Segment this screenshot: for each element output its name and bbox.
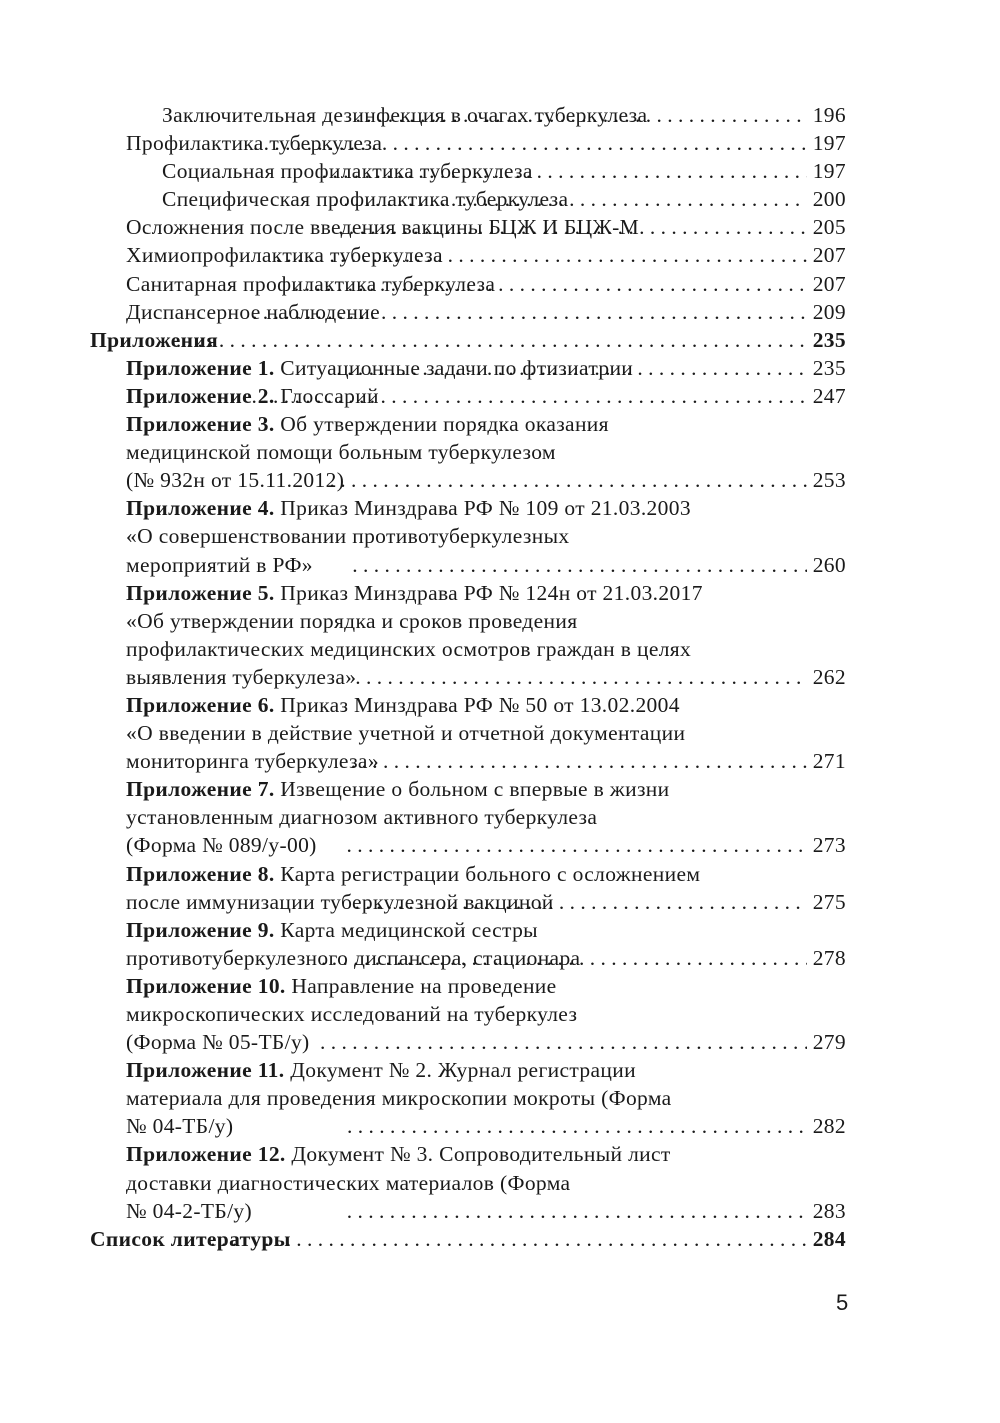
- toc-entry: [90, 410, 846, 494]
- toc-entry-line: [126, 663, 357, 691]
- toc-entry-title: [126, 382, 379, 410]
- toc-entry-page: 253: [812, 468, 846, 493]
- toc-entry-title: [126, 579, 703, 691]
- toc-entry-page: 200: [812, 187, 846, 212]
- toc-entry-line: [126, 410, 609, 438]
- toc-entry-page: 235: [812, 327, 846, 352]
- dot-leader: [338, 213, 807, 241]
- toc-entry-line: [126, 831, 342, 859]
- dot-leader: [352, 551, 807, 579]
- toc-entry-title: [126, 972, 578, 1056]
- toc-entry-text: Химиопрофилактика туберкулеза: [126, 243, 443, 268]
- toc-entry-title: [126, 1140, 671, 1224]
- toc-entry-page: 283: [812, 1198, 846, 1223]
- toc-entry-line: [90, 326, 219, 354]
- toc-entry: [90, 1225, 846, 1253]
- toc-entry-line: [126, 860, 701, 888]
- dot-leader: [320, 1028, 807, 1056]
- toc-entry-line: [126, 775, 670, 803]
- toc-entry-title: [126, 241, 443, 269]
- toc-entry-line: [126, 635, 692, 663]
- dot-leader: [165, 326, 807, 354]
- toc-entry-page: 279: [812, 1030, 846, 1055]
- toc-entry-label: Приложение 5.: [126, 580, 275, 605]
- toc-entry-text: «О введении в действие учетной и отчетной документации: [126, 721, 686, 746]
- toc-entry-line: [126, 129, 383, 157]
- toc-entry: [90, 326, 846, 354]
- toc-entry: [90, 775, 846, 859]
- toc-entry-text: Документ № 3. Сопроводительный лист: [285, 1142, 671, 1167]
- dot-leader: [253, 129, 807, 157]
- toc-entry: [90, 241, 846, 269]
- toc-entry-text: «Об утверждении порядка и сроков проведения: [126, 608, 578, 633]
- toc-entry-text: Документ № 2. Журнал регистрации: [284, 1058, 636, 1083]
- toc-entry-title: [126, 410, 609, 494]
- toc-entry-page: 247: [812, 383, 846, 408]
- toc-entry-line: [126, 579, 703, 607]
- toc-entry-title: [162, 157, 533, 185]
- toc-entry-text: Специфическая профилактика туберкулеза: [162, 187, 569, 212]
- toc-entry-line: [126, 1140, 671, 1168]
- toc-entry-line: [126, 494, 691, 522]
- toc-entry-label: Приложение 9.: [126, 917, 275, 942]
- toc-entry-title: [126, 270, 496, 298]
- toc-entry-page: 284: [812, 1226, 846, 1251]
- toc-entry-line: [126, 438, 556, 466]
- toc-entry: [90, 101, 846, 129]
- toc-entry-line: [126, 354, 634, 382]
- toc-entry-title: [126, 354, 634, 382]
- toc-entry-label: Приложение 10.: [126, 973, 286, 998]
- toc-entry-text: материала для проведения микроскопии мокроты (Форма: [126, 1086, 672, 1111]
- toc-entry-text: мониторинга туберкулеза»: [126, 749, 379, 774]
- toc-entry-title: [126, 860, 701, 916]
- toc-entry-line: [126, 607, 578, 635]
- toc-entry-line: [126, 1112, 343, 1140]
- toc-entry-page: 275: [812, 889, 846, 914]
- toc-entry-line: [126, 888, 554, 916]
- toc-entry-line: [162, 185, 569, 213]
- toc-entry-text: Направление на проведение: [285, 973, 557, 998]
- dot-leader: [321, 944, 807, 972]
- dot-leader: [351, 747, 807, 775]
- toc-entry-title: [126, 775, 670, 859]
- toc-entry-page: 273: [812, 833, 846, 858]
- toc-entry-line: [126, 241, 443, 269]
- toc-entry: [90, 691, 846, 775]
- toc-entry-text: после иммунизации туберкулезной вакциной: [126, 889, 554, 914]
- toc-entry: [90, 129, 846, 157]
- toc-entry-label: Приложение 1.: [126, 355, 275, 380]
- toc-entry: [90, 157, 846, 185]
- toc-entry-line: [126, 1056, 636, 1084]
- toc-entry-line: [126, 298, 381, 326]
- toc-entry-text: Об утверждении порядка оказания: [274, 412, 609, 437]
- toc-entry-page: 262: [812, 664, 846, 689]
- dot-leader: [333, 185, 807, 213]
- toc-entry-text: Профилактика туберкулеза: [126, 131, 383, 156]
- dot-leader: [294, 270, 807, 298]
- toc-entry-line: [126, 1028, 316, 1056]
- toc-entry-text: Карта регистрации больного с осложнением: [274, 861, 701, 886]
- toc-entry-label: Приложение 6.: [126, 692, 275, 717]
- dot-leader: [276, 241, 807, 269]
- toc-entry-title: [162, 185, 569, 213]
- toc-entry: [90, 494, 846, 578]
- toc-entry-page: 205: [812, 215, 846, 240]
- toc-entry-text: № 04-2-ТБ/у): [126, 1198, 253, 1223]
- toc-entry-line: [126, 270, 496, 298]
- toc-entry-text: медицинской помощи больным туберкулезом: [126, 440, 556, 465]
- toc-entry-label: Приложение 3.: [126, 412, 275, 437]
- toc-entry-page: 282: [812, 1114, 846, 1139]
- toc-entry-title: [126, 213, 640, 241]
- dot-leader: [347, 1197, 807, 1225]
- toc-entry: [90, 354, 846, 382]
- toc-entry-text: доставки диагностических материалов (Форма: [126, 1170, 571, 1195]
- toc-entry-line: [126, 522, 570, 550]
- dot-leader: [347, 1112, 807, 1140]
- toc-entry-line: [162, 101, 648, 129]
- toc-entry-line: [126, 1000, 578, 1028]
- toc-entry-title: [126, 1056, 672, 1140]
- table-of-contents: [90, 101, 846, 1253]
- toc-entry: [90, 972, 846, 1056]
- toc-entry-text: мероприятий в РФ»: [126, 552, 313, 577]
- toc-entry-text: Ситуационные задачи по фтизиатрии: [274, 355, 634, 380]
- toc-entry-title: [162, 101, 648, 129]
- toc-entry-line: [126, 1084, 672, 1112]
- toc-entry-label: Приложение 7.: [126, 777, 275, 802]
- toc-entry-page: 196: [812, 103, 846, 127]
- toc-entry-page: 278: [812, 945, 846, 970]
- toc-entry-page: 271: [812, 749, 846, 774]
- dot-leader: [329, 466, 806, 494]
- toc-entry-line: [126, 719, 686, 747]
- toc-entry-line: [162, 157, 533, 185]
- toc-entry-title: [126, 298, 381, 326]
- toc-entry-text: установленным диагнозом активного туберкулеза: [126, 805, 598, 830]
- toc-entry-page: 260: [812, 552, 846, 577]
- dot-leader: [252, 382, 807, 410]
- toc-entry-label: Приложение 4.: [126, 496, 275, 521]
- dot-leader: [200, 1225, 807, 1253]
- dot-leader: [322, 157, 807, 185]
- toc-entry-line: [126, 916, 538, 944]
- dot-leader: [346, 831, 806, 859]
- toc-entry-line: [126, 803, 598, 831]
- toc-entry-text: Карта медицинской сестры: [274, 917, 538, 942]
- toc-entry-text: микроскопических исследований на туберкулез: [126, 1002, 578, 1026]
- toc-entry: [90, 860, 846, 916]
- toc-entry: [90, 185, 846, 213]
- toc-entry-title: [126, 916, 581, 972]
- toc-entry-line: [126, 944, 581, 972]
- toc-entry-text: Осложнения после введения вакцины БЦЖ И БЦЖ-М: [126, 215, 640, 240]
- toc-entry-title: [126, 494, 691, 578]
- toc-entry-line: [126, 213, 640, 241]
- toc-entry: [90, 382, 846, 410]
- toc-entry-text: Приказ Минздрава РФ № 109 от 21.03.2003: [274, 496, 691, 521]
- toc-entry-text: Извещение о больном с впервые в жизни: [274, 777, 670, 802]
- toc-entry-text: Глоссарий: [274, 383, 379, 408]
- toc-entry-page: 207: [812, 243, 846, 268]
- toc-entry-line: [90, 1225, 291, 1253]
- toc-entry-page: 235: [812, 355, 846, 380]
- toc-entry-text: противотуберкулезного диспансера, стационара: [126, 945, 581, 970]
- toc-entry-title: [90, 1225, 291, 1253]
- toc-entry: [90, 298, 846, 326]
- toc-entry-text: Приказ Минздрава РФ № 124н от 21.03.2017: [274, 580, 703, 605]
- toc-entry-text: Список литературы: [90, 1226, 291, 1251]
- toc-entry-title: [126, 129, 383, 157]
- dot-leader: [336, 354, 806, 382]
- toc-entry-line: [126, 1169, 571, 1197]
- toc-entry: [90, 579, 846, 691]
- toc-entry-page: 197: [812, 159, 846, 184]
- toc-entry-page: 209: [812, 299, 846, 324]
- page-number: 5: [836, 1290, 849, 1315]
- toc-entry-title: [126, 691, 686, 775]
- toc-entry-page: 207: [812, 271, 846, 296]
- toc-entry-text: № 04-ТБ/у): [126, 1114, 234, 1139]
- toc-entry-label: Приложение 11.: [126, 1058, 285, 1083]
- toc-entry-text: (Форма № 089/у-00): [126, 833, 317, 858]
- toc-entry: [90, 213, 846, 241]
- dot-leader: [356, 101, 807, 129]
- toc-entry-text: (Форма № 05-ТБ/у): [126, 1030, 310, 1055]
- dot-leader: [252, 298, 807, 326]
- toc-entry: [90, 1056, 846, 1140]
- toc-entry-text: (№ 932н от 15.11.2012): [126, 468, 345, 493]
- toc-entry-text: Приказ Минздрава РФ № 50 от 13.02.2004: [274, 692, 680, 717]
- toc-entry-line: [126, 1197, 343, 1225]
- toc-entry-text: Санитарная профилактика туберкулеза: [126, 271, 496, 296]
- toc-entry-text: Заключительная дезинфекция в очагах туберкулеза: [162, 103, 648, 127]
- toc-entry: [90, 270, 846, 298]
- toc-entry-page: 197: [812, 131, 846, 156]
- dot-leader: [355, 663, 806, 691]
- toc-entry-text: Социальная профилактика туберкулеза: [162, 159, 533, 184]
- toc-entry-text: «О совершенствовании противотуберкулезных: [126, 524, 570, 549]
- toc-entry-line: [126, 466, 345, 494]
- toc-entry-label: Приложение 12.: [126, 1142, 286, 1167]
- toc-entry-text: Приложения: [90, 327, 219, 352]
- toc-entry-line: [126, 551, 348, 579]
- toc-entry-text: Диспансерное наблюдение: [126, 299, 381, 324]
- toc-entry-title: [90, 326, 219, 354]
- toc-entry-line: [126, 972, 557, 1000]
- toc-entry-label: Приложение 8.: [126, 861, 275, 886]
- toc-entry: [90, 1140, 846, 1224]
- toc-entry-text: профилактических медицинских осмотров граждан в целях: [126, 636, 692, 661]
- toc-entry-text: выявления туберкулеза»: [126, 664, 357, 689]
- toc-entry-label: Приложение 2.: [126, 383, 275, 408]
- toc-entry-line: [126, 382, 379, 410]
- toc-entry-line: [126, 747, 379, 775]
- toc-entry: [90, 916, 846, 972]
- toc-entry-line: [126, 691, 680, 719]
- dot-leader: [355, 888, 807, 916]
